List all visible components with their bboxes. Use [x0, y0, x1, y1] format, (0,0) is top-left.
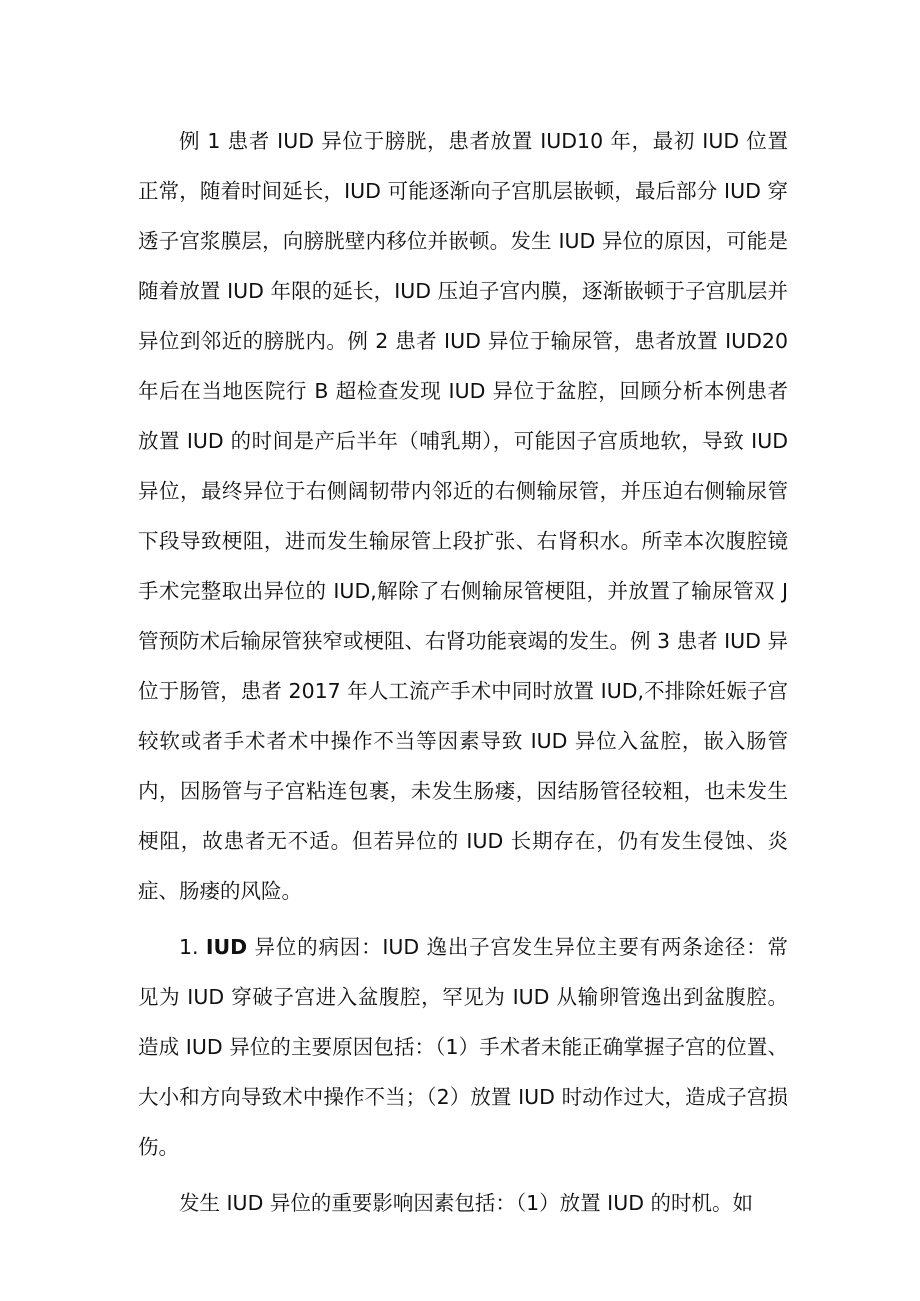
paragraph-risk-factors: 发生 IUD 异位的重要影响因素包括：（1）放置 IUD 的时机。如: [179, 1191, 754, 1215]
bold-term: IUD: [205, 935, 248, 959]
paragraph-text: 异位的病因：IUD 逸出子宫发生异位主要有两条途径：常见为 IUD 穿破子宫进入盆腹腔，罕见为 IUD 从输卵管逸出到盆腹腔。造成 IUD 异位的主要原因包括：（1）手术者未能正确掌握子宫的位置、大小和方向导致术中操作不当；（2）放置 IUD 时动作过大，造成子宫损伤。: [138, 935, 788, 1159]
paragraph-case-reports: 例 1 患者 IUD 异位于膀胱，患者放置 IUD10 年，最初 IUD 位置正常，随着时间延长，IUD 可能逐渐向子宫肌层嵌顿，最后部分 IUD 穿透子宫浆膜层，向膀胱壁内移位并嵌顿。发生 IUD 异位的原因，可能是随着放置 IUD 年限的延长，IUD 压迫子宫内膜，逐渐嵌顿于子宫肌层并异位到邻近的膀胱内。例 2 患者 IUD 异位于输尿管，患者放置 IUD20 年后在当地医院行 B 超检查发现 IUD 异位于盆腔，回顾分析本例患者放置 IUD 的时间是产后半年（哺乳期），可能因子宫质地软，导致 IUD 异位，最终异位于右侧阔韧带内邻近的右侧输尿管，并压迫右侧输尿管下段导致梗阻，进而发生输尿管上段扩张、右肾积水。所幸本次腹腔镜手术完整取出异位的 IUD,解除了右侧输尿管梗阻，并放置了输尿管双 J 管预防术后输尿管狭窄或梗阻、右肾功能衰竭的发生。例 3 患者 IUD 异位于肠管，患者 2017 年人工流产手术中同时放置 IUD,不排除妊娠子宫较软或者手术者术中操作不当等因素导致 IUD 异位入盆腔，嵌入肠管内，因肠管与子宫粘连包裹，未发生肠瘘，因结肠管径较粗，也未发生梗阻，故患者无不适。但若异位的 IUD 长期存在，仍有发生侵蚀、炎症、肠瘘的风险。: [138, 129, 788, 903]
list-number: 1.: [179, 935, 206, 959]
paragraph-iud-etiology: [138, 922, 788, 1172]
document-body: [138, 116, 788, 1228]
